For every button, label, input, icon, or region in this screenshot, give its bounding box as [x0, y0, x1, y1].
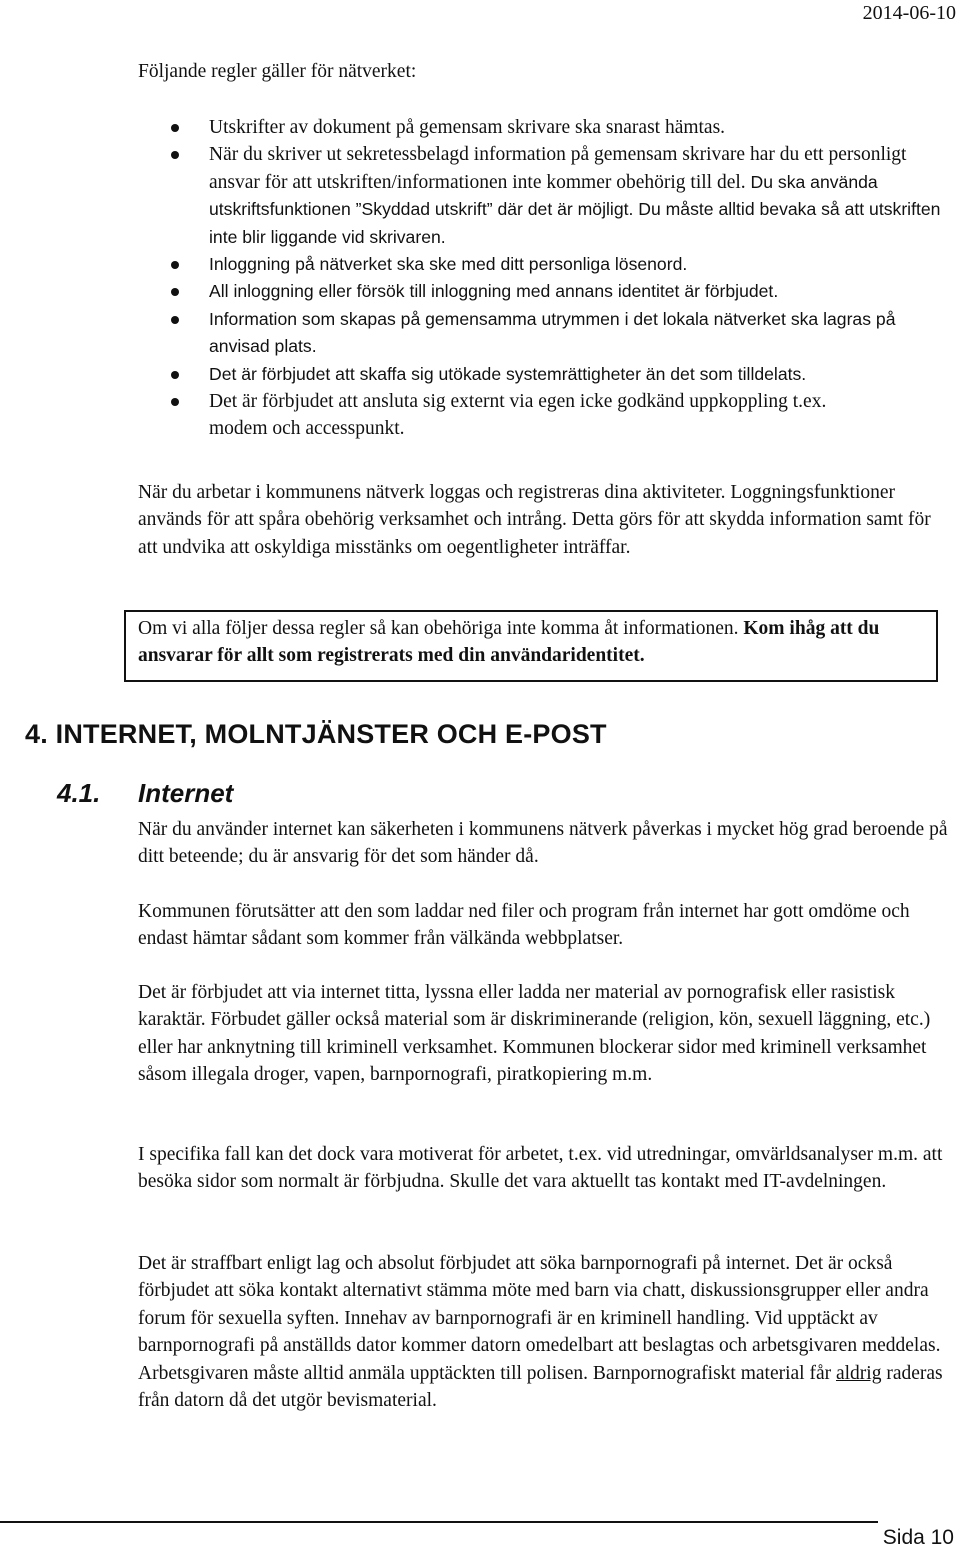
underlined-word: aldrig — [835, 1362, 882, 1384]
rule-text: Det är förbjudet att ansluta sig externt via egen icke godkänd uppkoppling t.ex. — [209, 391, 827, 413]
subsection-title: Internet — [138, 778, 234, 808]
subsection-number: 4.1. — [57, 778, 101, 808]
rule-text: All inloggning eller försök till inloggning med annans identitet är förbjudet. — [209, 281, 779, 302]
paragraph — [138, 1250, 953, 1414]
notice-text — [138, 615, 928, 670]
list-item — [138, 114, 954, 141]
list-item — [138, 278, 954, 305]
paragraph-text: raderas från datorn då det utgör bevismaterial. — [138, 1362, 943, 1412]
notice-bold: Kom ihåg att du ansvarar för allt som registrerats med din användaridentitet. — [138, 618, 880, 667]
notice-normal: Om vi alla följer dessa regler så kan obehöriga inte komma åt informationen. — [138, 618, 744, 639]
rules-intro: Följande regler gäller för nätverket: — [138, 61, 417, 82]
footer-divider — [0, 1521, 878, 1523]
rule-text: Inloggning på nätverket ska ske med ditt personliga lösenord. — [209, 254, 688, 275]
rule-text: När du skriver ut sekretessbelagd information på gemensam skrivare har du ett personligt ansvar för att utskriften/informationen inte kommer obehörig till del. — [209, 144, 907, 193]
paragraph: I specifika fall kan det dock vara motiverat för arbetet, t.ex. vid utredningar, omvärldsanalyser m.m. att besöka sidor som normalt är förbjudna. Skulle det vara aktuellt tas kontakt med IT-avdelningen. — [138, 1144, 943, 1193]
rules-list — [138, 114, 954, 443]
paragraph: Kommunen förutsätter att den som laddar ned filer och program från internet har gott omdöme och endast hämtar sådant som kommer från välkända webbplatser. — [138, 901, 910, 950]
rule-text: Utskrifter av dokument på gemensam skrivare ska snarast hämtas. — [209, 117, 726, 138]
list-item — [138, 388, 954, 443]
logging-paragraph: När du arbetar i kommunens nätverk loggas och registreras dina aktiviteter. Loggningsfunktioner används för att spåra obehörig verksamhet och intrång. Detta görs för att skydda information samt för att undvika att oskyldiga misstänks om oegentligheter inträffar. — [138, 482, 931, 558]
rule-text-secure-print: Du ska använda utskriftsfunktionen ”Skyddad utskrift” där det är möjligt. Du måste alltid bevaka så att utskriften inte blir liggande vid skrivaren. — [209, 171, 941, 247]
list-item — [138, 141, 954, 251]
document-date: 2014-06-10 — [862, 2, 956, 24]
rule-text: Information som skapas på gemensamma utrymmen i det lokala nätverket ska lagras på anvisad plats. — [209, 308, 896, 357]
list-item — [138, 361, 954, 388]
section-heading: 4. INTERNET, MOLNTJÄNSTER OCH E-POST — [25, 719, 607, 749]
list-item — [138, 306, 954, 361]
list-item — [138, 251, 954, 278]
paragraph: När du använder internet kan säkerheten i kommunens nätverk påverkas i mycket hög grad beroende på ditt beteende; du är ansvarig för det som händer då. — [138, 819, 948, 868]
rule-text: modem och accesspunkt. — [209, 418, 405, 440]
page-number: Sida 10 — [882, 1526, 954, 1549]
paragraph: Det är förbjudet att via internet titta, lyssna eller ladda ner material av pornografisk eller rasistisk karaktär. Förbudet gäller också material som är diskriminerande (religion, kön, sexuell läggning, etc.) eller har anknytning till kriminell verksamhet. Kommunen blockerar sidor med kriminell verksamhet såsom illegala droger, vapen, barnpornografi, piratkopiering m.m. — [138, 982, 931, 1086]
paragraph-text: Det är straffbart enligt lag och absolut förbjudet att söka barnpornografi på internet. Det är också förbjudet att söka kontakt alternativt stämma möte med barn via chatt, diskussionsgrupper eller andra forum för sexuella syften. Innehav av barnpornografi är en kriminell handling. Vid upptäckt av barnpornografi på anställds dator kommer datorn omedelbart att beslagtas och arbetsgivaren meddelas. Arbetsgivaren måste alltid anmäla upptäckten till polisen. Barnpornografiskt material får — [138, 1253, 941, 1384]
rule-text: Det är förbjudet att skaffa sig utökade systemrättigheter än det som tilldelats. — [209, 363, 807, 384]
